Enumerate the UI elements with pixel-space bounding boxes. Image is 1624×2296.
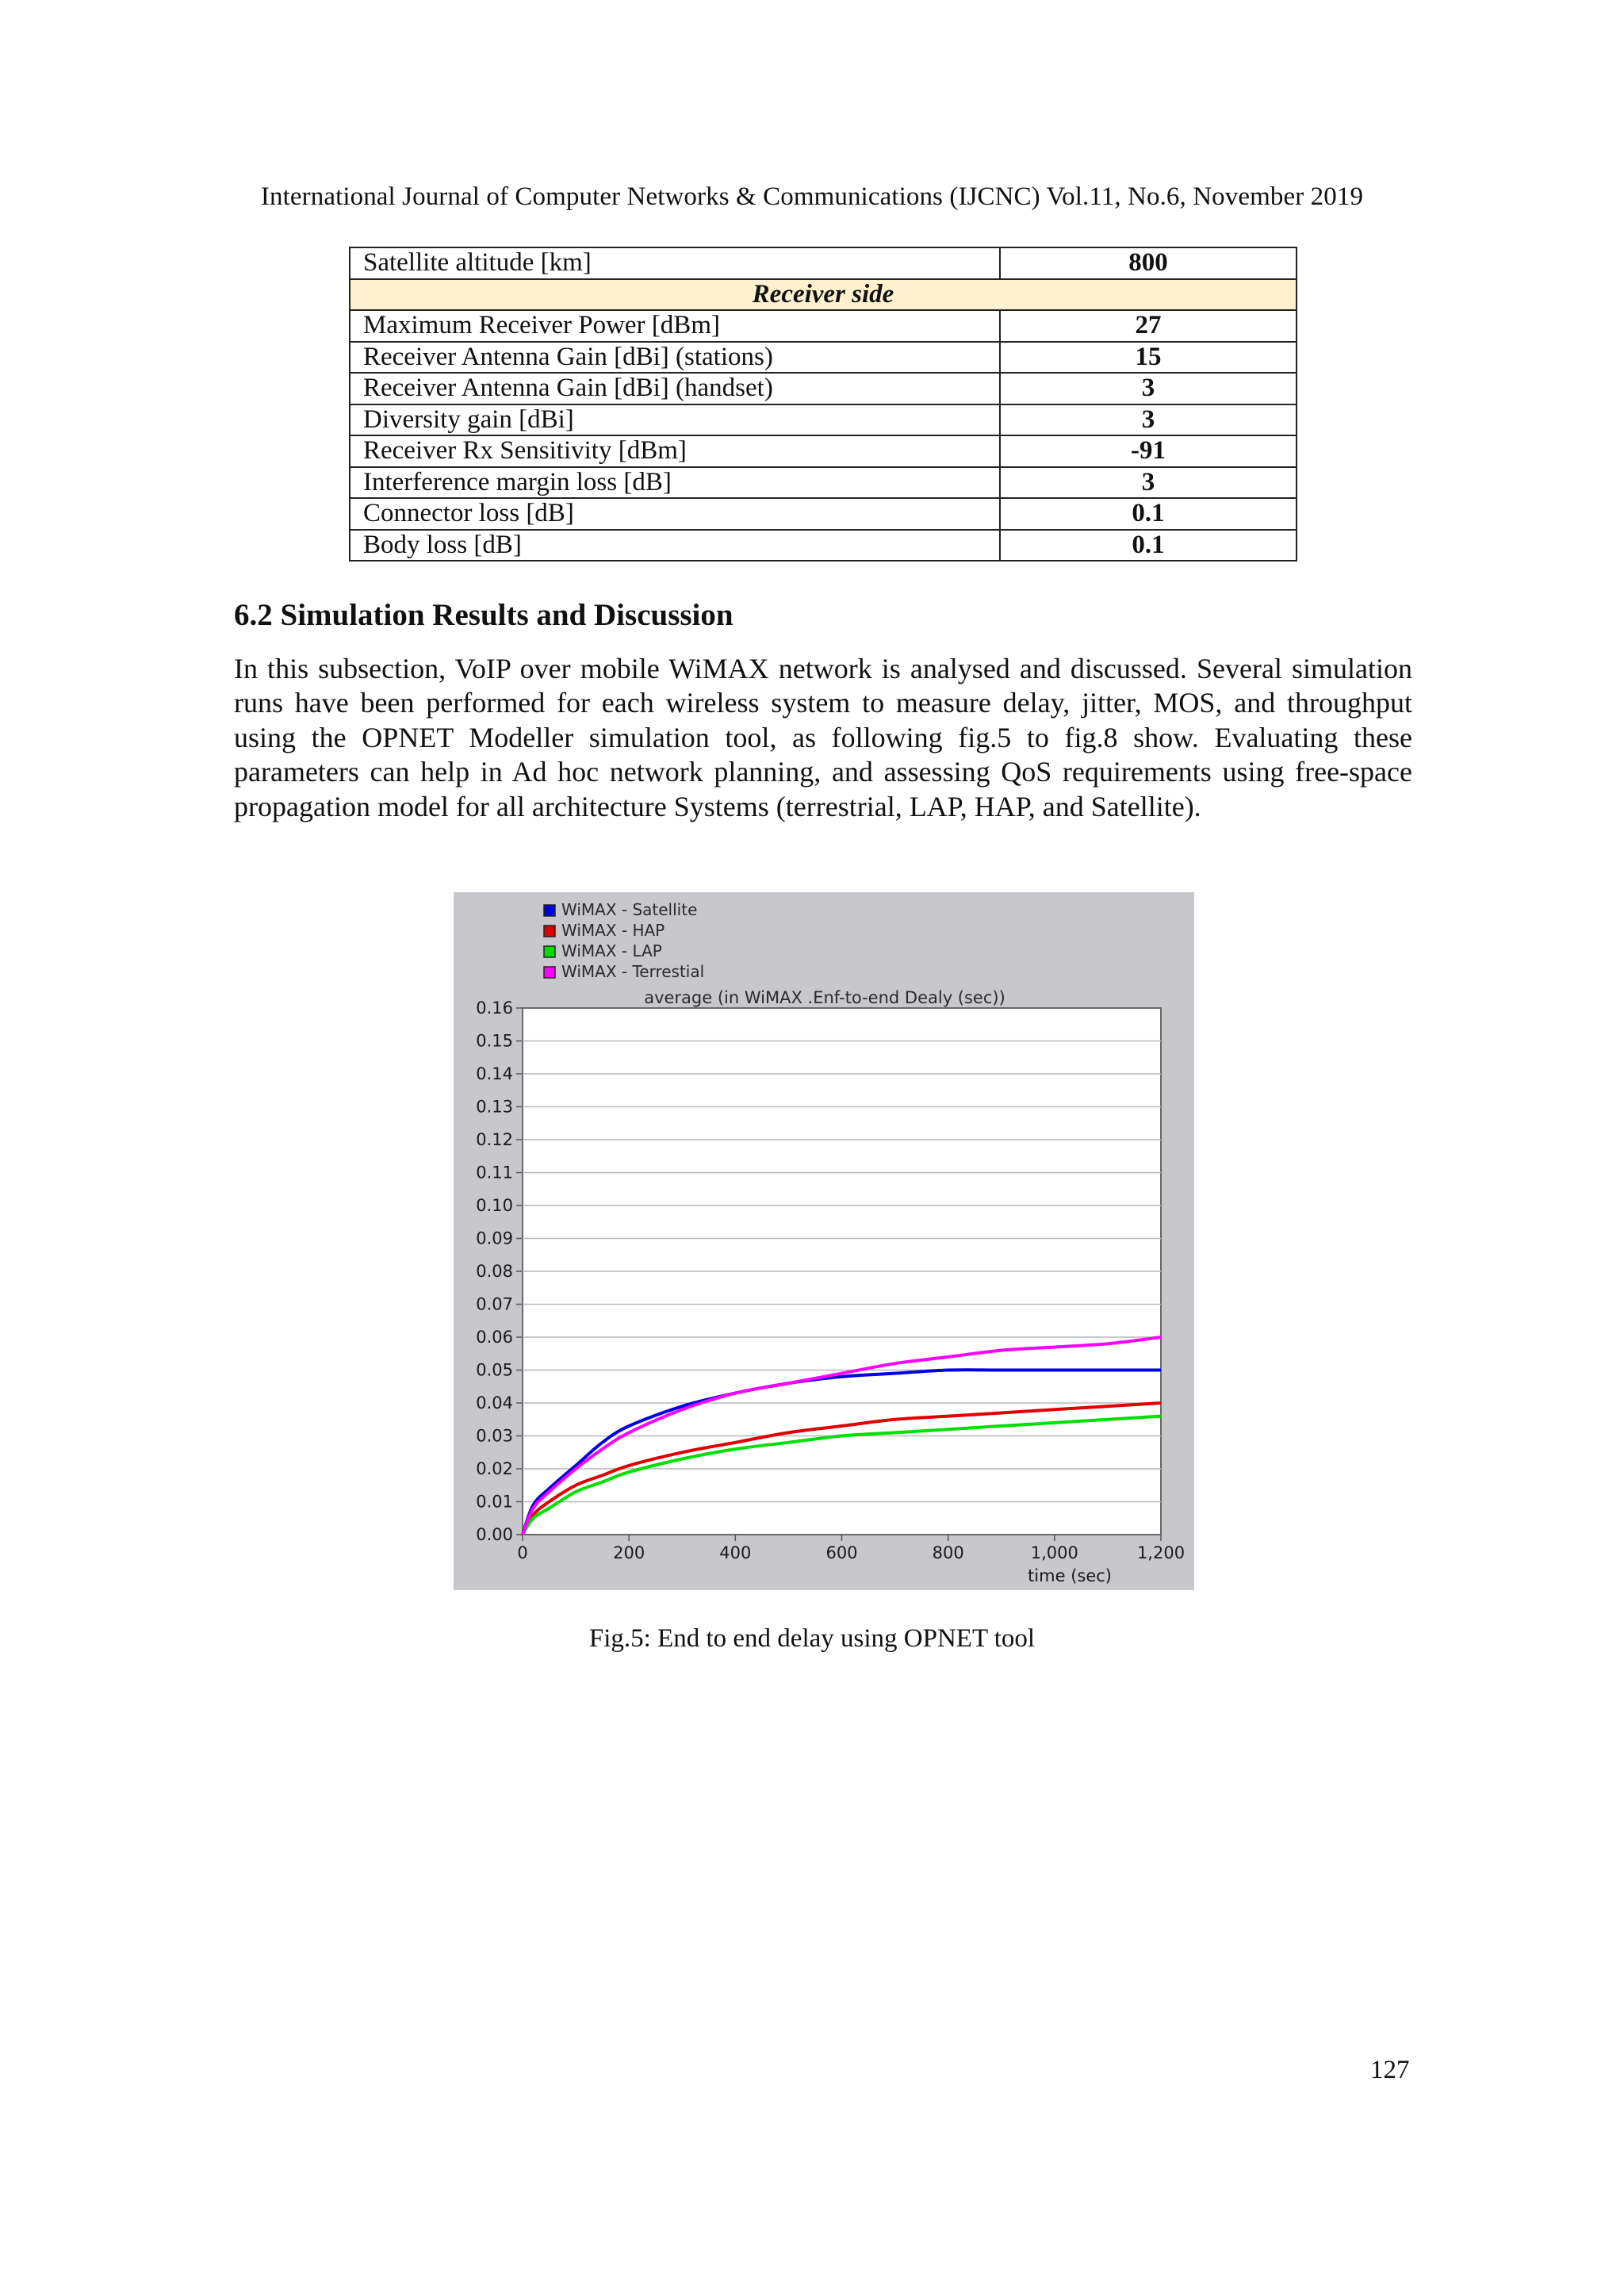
y-tick-label: 0.01 <box>476 1492 513 1512</box>
legend-label: WiMAX - Terrestial <box>561 962 705 981</box>
x-tick-label: 600 <box>825 1543 858 1562</box>
table-row <box>350 435 1297 467</box>
table-row <box>350 530 1297 562</box>
table-cell-label: Receiver Rx Sensitivity [dBm] <box>350 435 1000 467</box>
table-section-header: Receiver side <box>350 279 1297 311</box>
y-tick-label: 0.07 <box>476 1294 513 1314</box>
legend-label: WiMAX - HAP <box>561 921 665 940</box>
legend-swatch <box>544 905 555 916</box>
table-cell-label: Diversity gain [dBi] <box>350 404 1000 436</box>
x-tick-label: 200 <box>613 1543 645 1562</box>
y-tick-label: 0.15 <box>476 1031 513 1051</box>
legend-label: WiMAX - Satellite <box>561 900 698 919</box>
y-tick-label: 0.11 <box>476 1163 513 1182</box>
y-tick-label: 0.00 <box>476 1525 513 1544</box>
figure-end-to-end-delay <box>454 892 1194 1590</box>
table-row <box>350 467 1297 499</box>
table-cell-value: 15 <box>1000 342 1297 374</box>
table-row <box>350 404 1297 436</box>
running-head: International Journal of Computer Networks & Communications (IJCNC) Vol.11, No.6, November 2019 <box>260 182 1364 211</box>
table-cell-label: Receiver Antenna Gain [dBi] (stations) <box>350 342 1000 374</box>
chart-svg <box>454 892 1194 1590</box>
x-axis-label: time (sec) <box>1028 1566 1112 1585</box>
y-tick-label: 0.02 <box>476 1459 513 1478</box>
y-tick-label: 0.03 <box>476 1426 513 1446</box>
y-tick-label: 0.09 <box>476 1228 513 1248</box>
x-tick-label: 1,000 <box>1030 1543 1078 1562</box>
table-section-row <box>350 279 1297 311</box>
y-tick-label: 0.13 <box>476 1097 513 1117</box>
x-tick-label: 400 <box>719 1543 752 1562</box>
x-tick-label: 1,200 <box>1136 1543 1185 1562</box>
table-cell-value: -91 <box>1000 435 1297 467</box>
table-cell-label: Interference margin loss [dB] <box>350 467 1000 499</box>
table-cell-label: Body loss [dB] <box>350 530 1000 562</box>
y-tick-label: 0.10 <box>476 1196 513 1215</box>
table-row <box>350 373 1297 404</box>
legend-swatch <box>544 967 555 978</box>
y-tick-label: 0.05 <box>476 1360 513 1380</box>
table-cell-label: Connector loss [dB] <box>350 498 1000 530</box>
legend-swatch <box>544 926 555 937</box>
figure-caption: Fig.5: End to end delay using OPNET tool <box>588 1624 1036 1653</box>
table-cell-value: 3 <box>1000 404 1297 436</box>
table-cell-value: 3 <box>1000 467 1297 499</box>
legend-label: WiMAX - LAP <box>561 941 662 960</box>
table-row <box>350 310 1297 342</box>
x-tick-label: 800 <box>932 1543 964 1562</box>
legend-swatch <box>544 946 555 957</box>
table-row <box>350 247 1297 279</box>
y-tick-label: 0.04 <box>476 1393 513 1412</box>
table-cell-value: 0.1 <box>1000 498 1297 530</box>
table-cell-value: 800 <box>1000 247 1297 279</box>
y-tick-label: 0.08 <box>476 1262 513 1281</box>
body-paragraph: In this subsection, VoIP over mobile WiMAX network is analysed and discussed. Several simulation runs have been performed for each wireless system to measure delay, jitter, MOS, and throughput using the OPNET Modeller simulation tool, as following fig.5 to fig.8 show. Evaluating these parameters can help in Ad hoc network planning, and assessing QoS requirements using free-space propagation model for all architecture Systems (terrestrial, LAP, HAP, and Satellite). <box>234 653 1412 822</box>
page-number: 127 <box>1370 2056 1410 2084</box>
parameter-table <box>349 247 1297 562</box>
table-cell-label: Maximum Receiver Power [dBm] <box>350 310 1000 342</box>
table-cell-label: Receiver Antenna Gain [dBi] (handset) <box>350 373 1000 404</box>
table-cell-value: 3 <box>1000 373 1297 404</box>
y-tick-label: 0.16 <box>476 999 513 1018</box>
y-tick-label: 0.06 <box>476 1328 513 1347</box>
table-cell-value: 0.1 <box>1000 530 1297 562</box>
table-row <box>350 342 1297 374</box>
x-tick-label: 0 <box>517 1543 528 1562</box>
chart-title: average (in WiMAX .Enf-to-end Dealy (sec)) <box>644 988 1005 1007</box>
table-cell-value: 27 <box>1000 310 1297 342</box>
y-tick-label: 0.12 <box>476 1130 513 1149</box>
table-cell-label: Satellite altitude [km] <box>350 247 1000 279</box>
table-row <box>350 498 1297 530</box>
section-title: 6.2 Simulation Results and Discussion <box>234 598 733 632</box>
y-tick-label: 0.14 <box>476 1064 513 1083</box>
